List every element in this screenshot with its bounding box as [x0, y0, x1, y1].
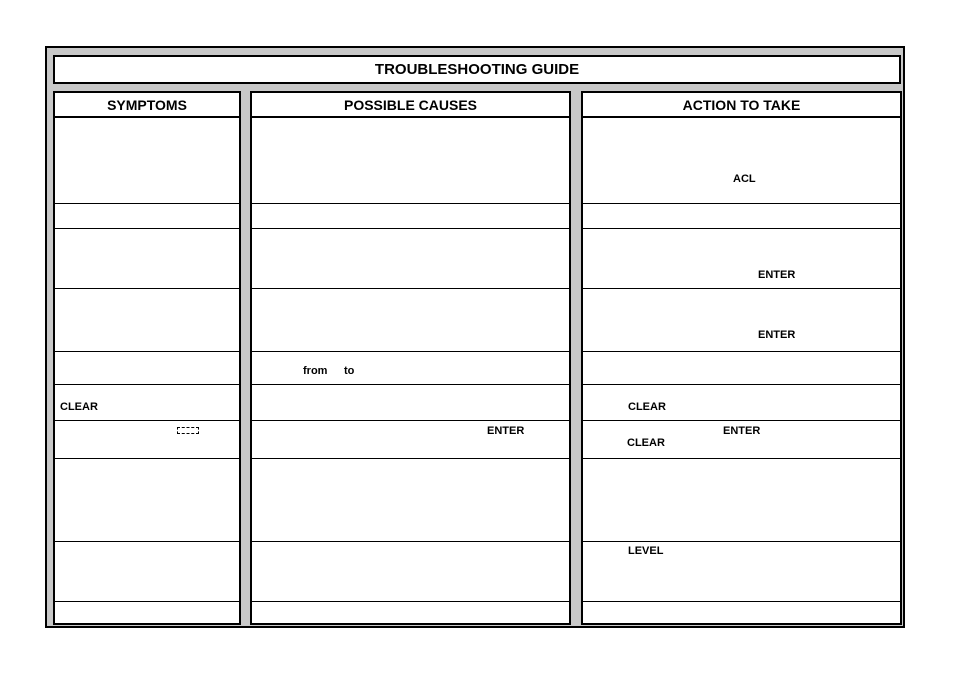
- row-divider: [252, 384, 569, 385]
- row-divider: [252, 288, 569, 289]
- cause-enter-label: ENTER: [487, 425, 525, 437]
- symptoms-header: SYMPTOMS: [55, 93, 239, 118]
- row-divider: [55, 288, 239, 289]
- action-acl-label: ACL: [733, 173, 756, 185]
- actions-column: [581, 91, 902, 625]
- row-divider: [583, 541, 900, 542]
- row-divider: [252, 420, 569, 421]
- causes-header: POSSIBLE CAUSES: [252, 93, 569, 118]
- symptoms-column: [53, 91, 241, 625]
- row-divider: [583, 458, 900, 459]
- row-divider: [55, 351, 239, 352]
- cause-from-label: from: [303, 365, 328, 377]
- row-divider: [252, 601, 569, 602]
- action-enter-label: ENTER: [758, 269, 796, 281]
- row-divider: [583, 601, 900, 602]
- row-divider: [252, 541, 569, 542]
- row-divider: [55, 384, 239, 385]
- display-segment-icon: [177, 427, 199, 434]
- row-divider: [583, 351, 900, 352]
- action-clear-label: CLEAR: [627, 437, 665, 449]
- cause-to-label: to: [344, 365, 355, 377]
- row-divider: [252, 351, 569, 352]
- action-clear-label: CLEAR: [628, 401, 666, 413]
- action-enter-label: ENTER: [723, 425, 761, 437]
- page-title: TROUBLESHOOTING GUIDE: [53, 55, 901, 84]
- action-enter-label: ENTER: [758, 329, 796, 341]
- action-level-label: LEVEL: [628, 545, 664, 557]
- row-divider: [252, 203, 569, 204]
- row-divider: [583, 228, 900, 229]
- row-divider: [583, 420, 900, 421]
- row-divider: [55, 203, 239, 204]
- actions-header: ACTION TO TAKE: [583, 93, 900, 118]
- row-divider: [583, 203, 900, 204]
- row-divider: [55, 458, 239, 459]
- row-divider: [55, 228, 239, 229]
- row-divider: [583, 384, 900, 385]
- row-divider: [252, 228, 569, 229]
- symptom-clear-label: CLEAR: [60, 401, 98, 413]
- row-divider: [55, 541, 239, 542]
- row-divider: [55, 601, 239, 602]
- row-divider: [583, 288, 900, 289]
- row-divider: [252, 458, 569, 459]
- row-divider: [55, 420, 239, 421]
- causes-column: [250, 91, 571, 625]
